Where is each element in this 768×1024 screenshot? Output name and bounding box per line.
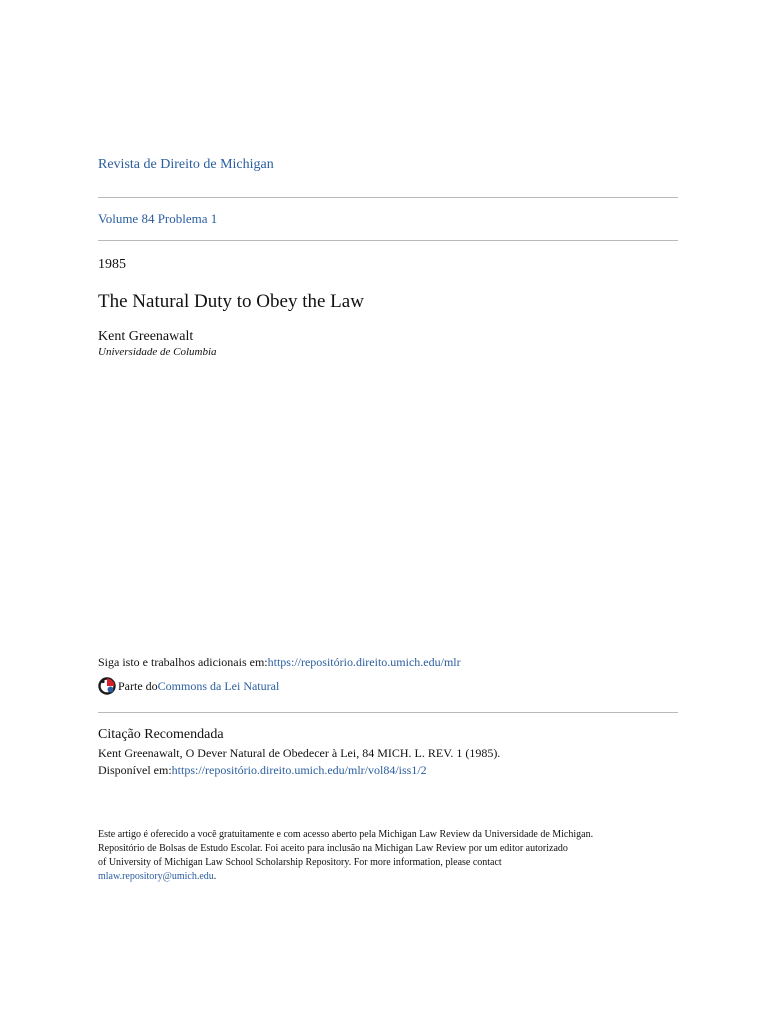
follow-url-link[interactable]: https://repositório.direito.umich.edu/mlr	[267, 655, 461, 669]
author-affiliation: Universidade de Columbia	[98, 346, 217, 358]
follow-line	[98, 655, 461, 670]
citation-text: Kent Greenawalt, O Dever Natural de Obedecer à Lei, 84 MICH. L. REV. 1 (1985).	[98, 746, 501, 760]
author-name: Kent Greenawalt	[98, 329, 194, 344]
access-notice	[98, 828, 678, 884]
article-title: The Natural Duty to Obey the Law	[98, 291, 364, 312]
article-url-link[interactable]: https://repositório.direito.umich.edu/mlr/vol84/iss1/2	[171, 763, 427, 777]
citation-available-line	[98, 763, 427, 778]
divider-citation	[98, 712, 678, 713]
notice-line-4	[98, 870, 678, 884]
notice-line-2: Repositório de Bolsas de Estudo Escolar. Foi aceito para inclusão na Michigan Law Review por um editor autorizado	[98, 843, 568, 854]
divider-volume	[98, 240, 678, 241]
citation-heading: Citação Recomendada	[98, 727, 224, 742]
part-of-label: Parte do	[118, 678, 158, 693]
natural-law-commons-link[interactable]: Commons da Lei Natural	[157, 678, 280, 693]
publication-year: 1985	[98, 257, 126, 272]
notice-line-1: Este artigo é oferecido a você gratuitamente e com acesso aberto pela Michigan Law Review da Universidade de Michigan.	[98, 829, 594, 840]
available-label: Disponível em:	[98, 763, 172, 777]
contact-email-link[interactable]: mlaw.repository@umich.edu	[98, 871, 214, 882]
follow-label: Siga isto e trabalhos adicionais em:	[98, 655, 268, 669]
divider-top	[98, 197, 678, 198]
notice-line-3: of University of Michigan Law School Scholarship Repository. For more information, please contact	[98, 857, 502, 868]
journal-link[interactable]: Revista de Direito de Michigan	[98, 157, 274, 172]
email-suffix: .	[213, 871, 217, 882]
part-of-line	[98, 677, 279, 695]
network-commons-icon	[98, 677, 116, 695]
volume-issue-link[interactable]: Volume 84 Problema 1	[98, 211, 218, 226]
